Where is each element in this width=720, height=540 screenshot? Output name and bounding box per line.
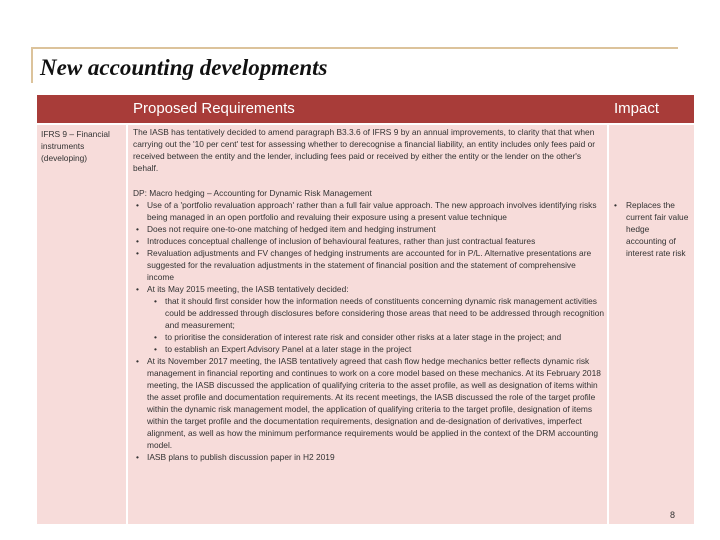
macro-hedging-section <box>133 187 605 463</box>
list-item: • to prioritise the consideration of interest rate risk and consider other risks at a later stage in the project; and <box>133 331 605 343</box>
column-divider-1 <box>126 123 128 524</box>
header-impact: Impact <box>614 100 660 117</box>
row-divider-top <box>37 123 694 125</box>
may-2015-sub-list <box>133 295 605 355</box>
slide-title: New accounting developments <box>40 55 328 80</box>
list-item: • Revaluation adjustments and FV changes of hedging instruments are accounted for in P/L. Alternative presentations are suggested for the revaluation adjustments in the statement of financial position and the statement of comprehensive income <box>133 247 605 283</box>
dp-title: DP: Macro hedging – Accounting for Dynamic Risk Management <box>133 188 372 198</box>
amendment-paragraph: The IASB has tentatively decided to amend paragraph B3.3.6 of IFRS 9 by an annual improvements, to clarity that that when carrying out the '10 per cent' test for assessing whether to derecognise a financial liability, an entity includes only fees paid or received between the entity and the lender, including fees paid or received by either the entity or the lender on the other's behalf. <box>133 127 596 173</box>
header-proposed-requirements: Proposed Requirements <box>133 100 295 117</box>
list-item: • Replaces the current fair value hedge accounting of interest rate risk <box>614 199 690 259</box>
dp-bullet-list <box>133 199 605 295</box>
requirements-table <box>37 95 694 524</box>
dp-bullet-list-continued <box>133 355 605 463</box>
list-item: • At its May 2015 meeting, the IASB tentatively decided: <box>133 283 605 295</box>
title-rule-vertical <box>31 47 33 83</box>
list-item: • IASB plans to publish discussion paper in H2 2019 <box>133 451 605 463</box>
impact-cell <box>614 199 690 259</box>
list-item: • Introduces conceptual challenge of inclusion of behavioural features, rather than just contractual features <box>133 235 605 247</box>
list-item: • Does not require one-to-one matching of hedged item and hedging instrument <box>133 223 605 235</box>
column-divider-2 <box>607 123 609 524</box>
table-header <box>37 95 694 123</box>
list-item: • At its November 2017 meeting, the IASB tentatively agreed that cash flow hedge mechanics better reflects dynamic risk management in financial reporting and continues to work on a core model based on these mechanics. At its February 2018 meeting, the IASB discussed the application of qualifying criteria to the asset profile, as well as designation of items within the asset profile and documentation requirements. At its recent meetings, the IASB discussed the role of the target profile within the dynamic risk management model, the application of qualifying criteria to the target profile, designation of items within the target profile and the documentation requirements, designation and de-designation of derivatives, imperfect alignment, as well as how the minimum performance requirements would be applied in the context of the DRM accounting model. <box>133 355 605 451</box>
list-item: • that it should first consider how the information needs of constituents concerning dynamic risk management activities could be addressed through disclosures before considering those areas that need to be addressed through recognition and measurement; <box>133 295 605 331</box>
page-number: 8 <box>670 510 676 520</box>
title-rule-horizontal <box>31 47 678 49</box>
impact-list <box>614 199 690 259</box>
row-label-ifrs9: IFRS 9 – Financial instruments (developing) <box>41 129 110 163</box>
list-item: • Use of a 'portfolio revaluation approach' rather than a full fair value approach. The new approach involves identifying risks being managed in an open portfolio and revaluing their exposure using a present value technique <box>133 199 605 223</box>
list-item: • to establish an Expert Advisory Panel at a later stage in the project <box>133 343 605 355</box>
